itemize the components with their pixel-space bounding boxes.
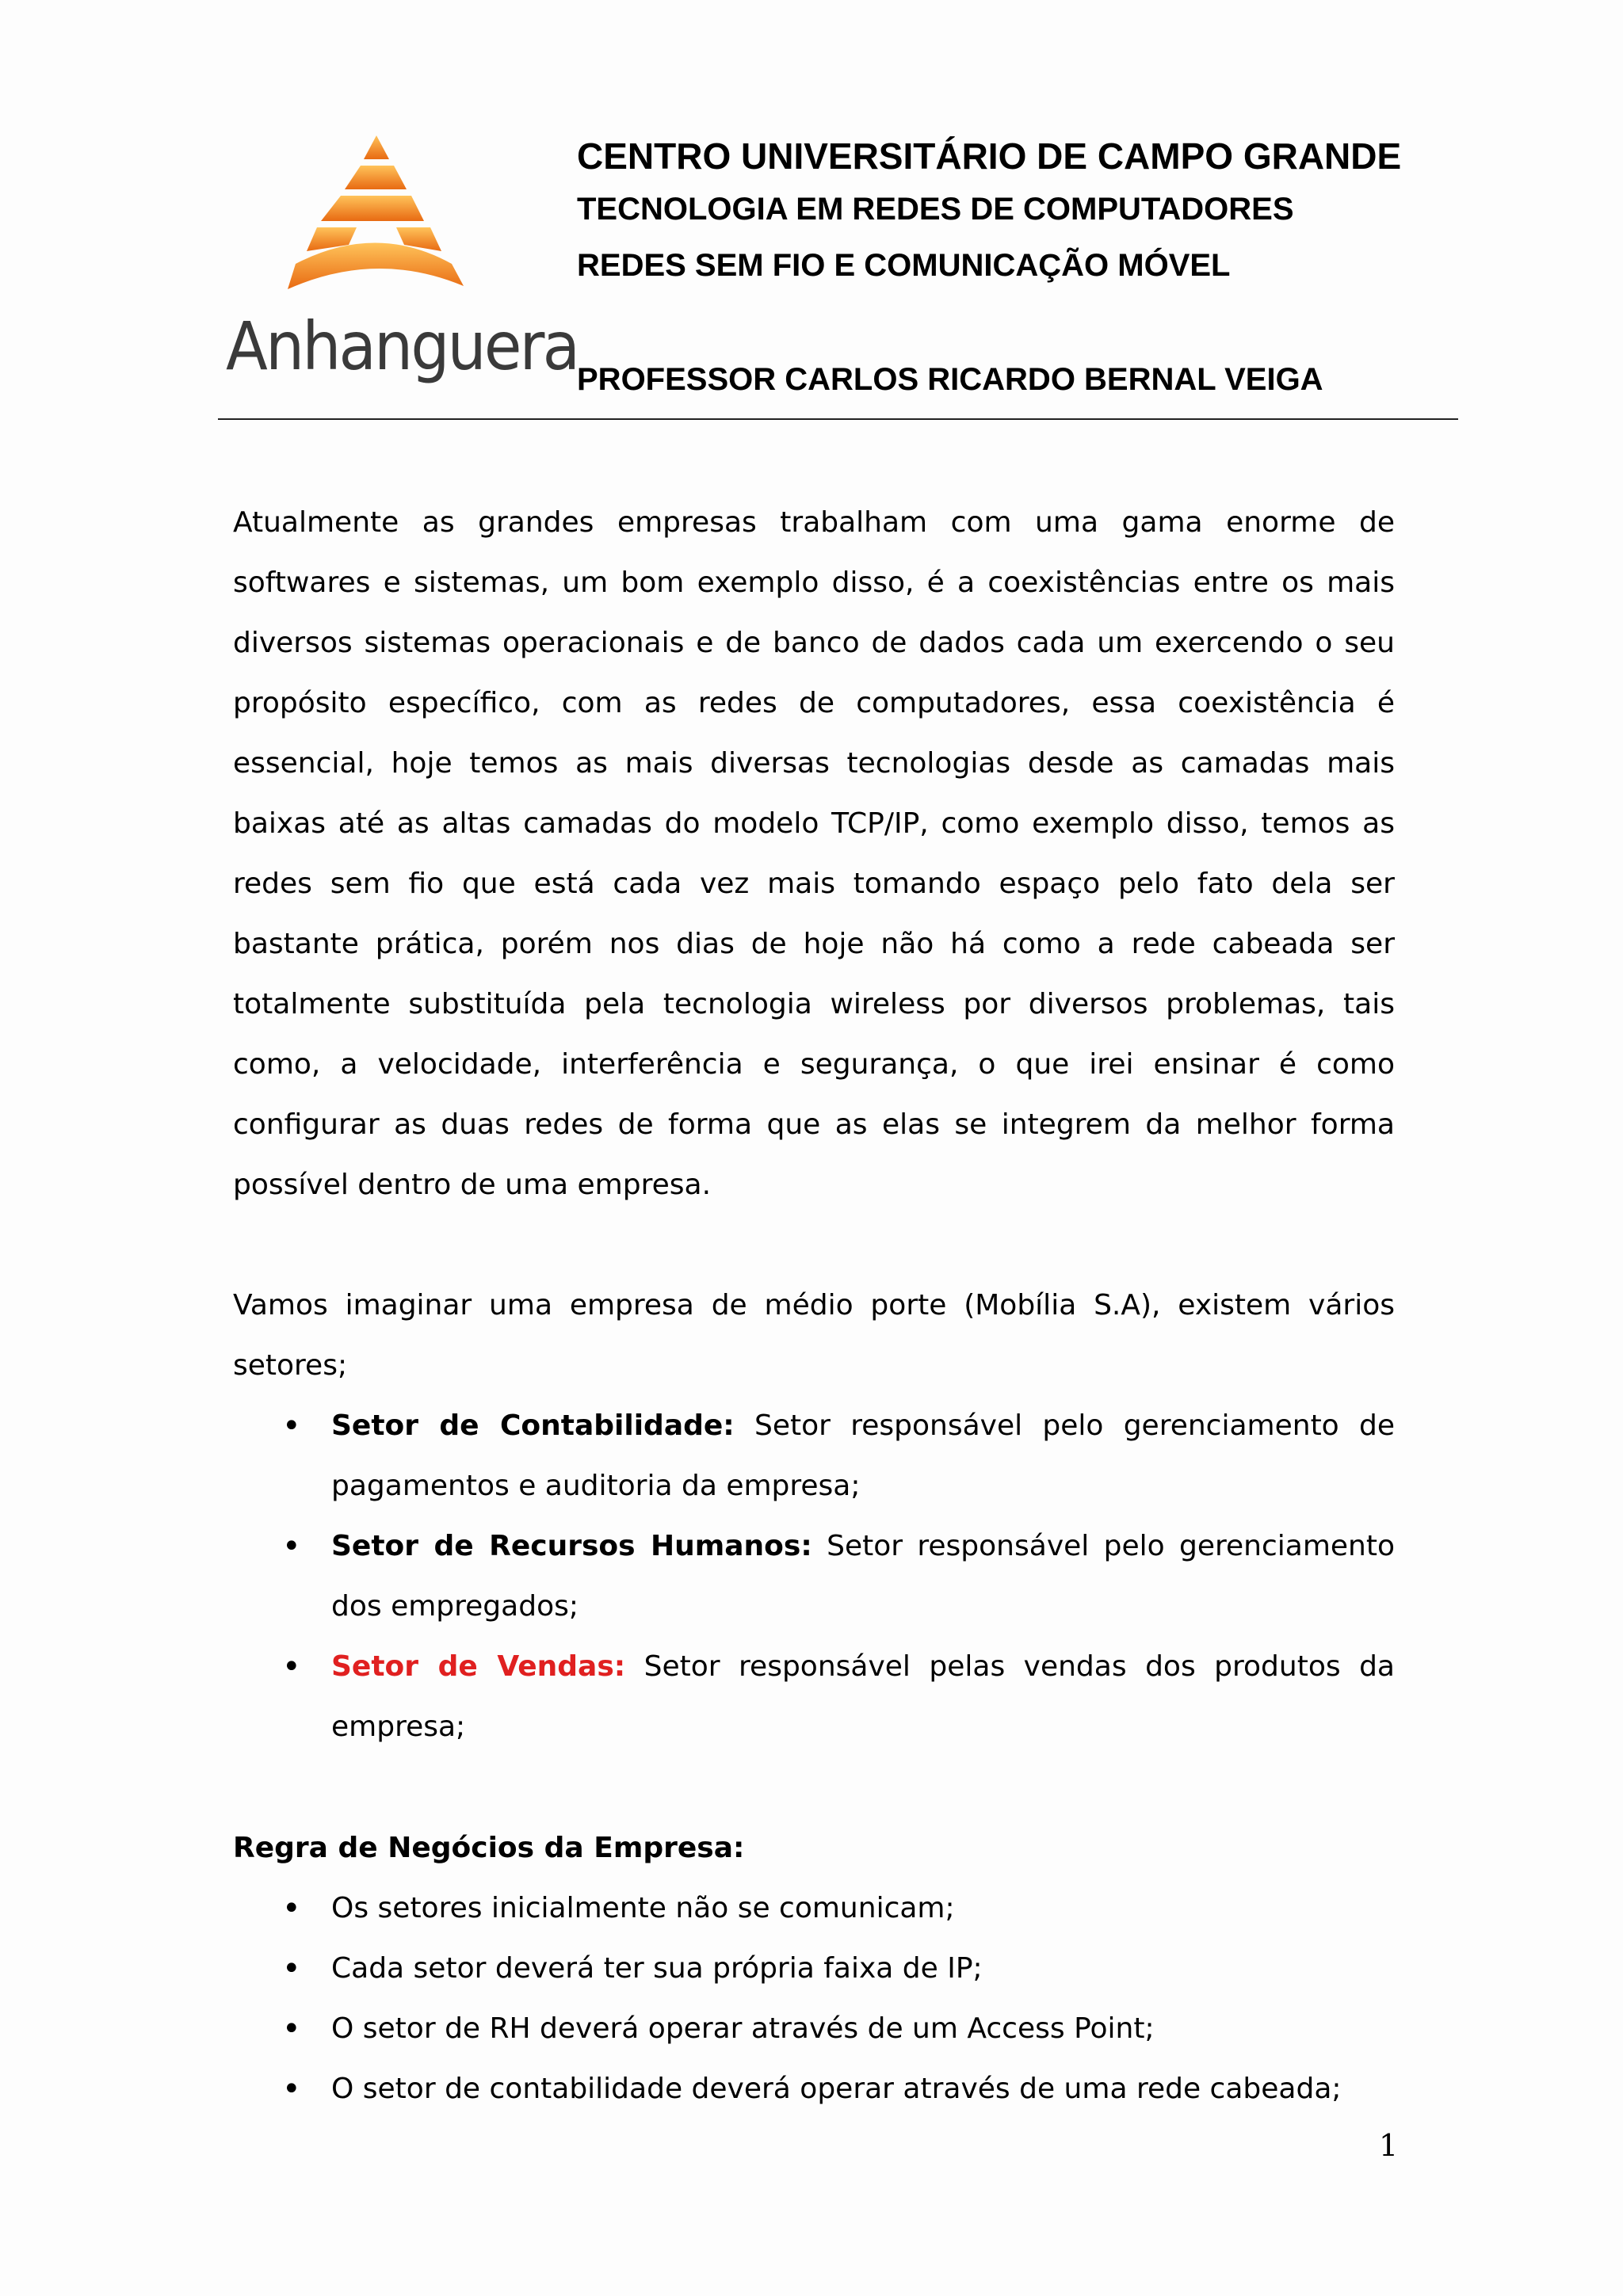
business-rules-heading: Regra de Negócios da Empresa: (233, 1832, 745, 1864)
anhanguera-logo (226, 131, 579, 400)
institution-title: CENTRO UNIVERSITÁRIO DE CAMPO GRANDE (577, 135, 1402, 177)
sector-name-highlighted: Setor de Vendas: (331, 1650, 626, 1683)
professor-name: PROFESSOR CARLOS RICARDO BERNAL VEIGA (577, 362, 1323, 397)
list-item: • Cada setor deverá ter sua própria faixa de IP; (233, 1939, 1395, 1999)
page-number: 1 (1379, 2128, 1399, 2163)
business-rules-list (233, 1878, 1395, 2119)
header-divider (218, 418, 1458, 420)
list-item: • O setor de contabilidade deverá operar através de uma rede cabeada; (233, 2059, 1395, 2119)
sector-desc: Setor responsável pelas vendas dos produtos da empresa; (331, 1650, 1395, 1743)
scenario-paragraph: Vamos imaginar uma empresa de médio porte (Mobília S.A), existem vários setores; (233, 1289, 1395, 1382)
sector-name: Setor de Recursos Humanos: (331, 1530, 812, 1562)
logo-triangle-icon (226, 131, 535, 321)
course-title: TECNOLOGIA EM REDES DE COMPUTADORES (577, 192, 1294, 227)
list-item: • Os setores inicialmente não se comunicam; (233, 1878, 1395, 1939)
list-item (233, 1516, 1395, 1637)
document-body (233, 493, 1395, 2119)
subject-title: REDES SEM FIO E COMUNICAÇÃO MÓVEL (577, 248, 1231, 283)
sector-desc: Setor responsável pelo gerenciamento dos empregados; (331, 1530, 1395, 1623)
list-item (233, 1396, 1395, 1516)
intro-paragraph: Atualmente as grandes empresas trabalham com uma gama enorme de softwares e sistemas, um bom exemplo disso, é a coexistências entre os mais diversos sistemas operacionais e de banco de dados cada um exercendo o seu propósito específico, com as redes de computadores, essa coexistência é essencial, hoje temos as mais diversas tecnologias desde as camadas mais baixas até as altas camadas do modelo TCP/IP, como exemplo disso, temos as redes sem fio que está cada vez mais tomando espaço pelo fato dela ser bastante prática, porém nos dias de hoje não há como a rede cabeada ser totalmente substituída pela tecnologia wireless por diversos problemas, tais como, a velocidade, interferência e segurança, o que irei ensinar é como configurar as duas redes de forma que as elas se integrem da melhor forma possível dentro de uma empresa. (233, 506, 1395, 1201)
sector-name: Setor de Contabilidade: (331, 1409, 735, 1442)
sector-desc: Setor responsável pelo gerenciamento de pagamentos e auditoria da empresa; (331, 1409, 1395, 1502)
sectors-list (233, 1396, 1395, 1757)
logo-wordmark: Anhanguera (226, 307, 579, 385)
list-item: • O setor de RH deverá operar através de um Access Point; (233, 1999, 1395, 2059)
list-item (233, 1637, 1395, 1757)
